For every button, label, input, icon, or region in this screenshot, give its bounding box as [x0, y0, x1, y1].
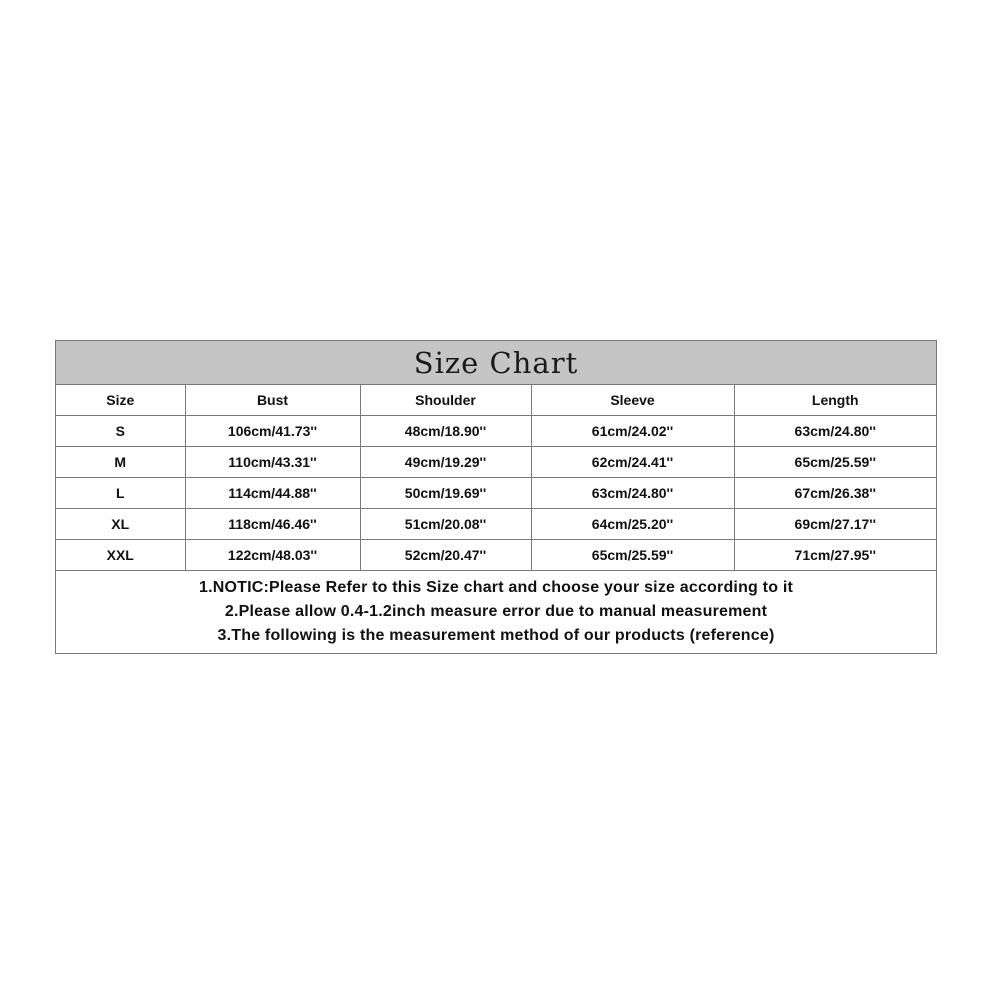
- shoulder-cell: 49cm/19.29'': [360, 447, 531, 478]
- column-header-size: Size: [56, 385, 185, 416]
- column-header-sleeve: Sleeve: [531, 385, 734, 416]
- sleeve-cell: 63cm/24.80'': [531, 478, 734, 509]
- length-cell: 71cm/27.95'': [734, 540, 936, 571]
- size-cell: S: [56, 416, 185, 447]
- table-row: [56, 478, 936, 509]
- shoulder-cell: 52cm/20.47'': [360, 540, 531, 571]
- length-cell: 65cm/25.59'': [734, 447, 936, 478]
- note-2: 2.Please allow 0.4-1.2inch measure error due to manual measurement: [224, 603, 768, 620]
- size-cell: XL: [56, 509, 185, 540]
- sleeve-cell: 62cm/24.41'': [531, 447, 734, 478]
- table-row: [56, 509, 936, 540]
- size-table: [56, 385, 936, 570]
- table-row: [56, 416, 936, 447]
- bust-cell: 106cm/41.73'': [185, 416, 360, 447]
- chart-title: Size Chart: [56, 341, 936, 385]
- table-row: [56, 447, 936, 478]
- sleeve-cell: 65cm/25.59'': [531, 540, 734, 571]
- size-chart: [55, 340, 937, 654]
- column-header-shoulder: Shoulder: [360, 385, 531, 416]
- shoulder-cell: 51cm/20.08'': [360, 509, 531, 540]
- header-row: [56, 385, 936, 416]
- column-header-length: Length: [734, 385, 936, 416]
- table-row: [56, 540, 936, 571]
- column-header-bust: Bust: [185, 385, 360, 416]
- shoulder-cell: 50cm/19.69'': [360, 478, 531, 509]
- shoulder-cell: 48cm/18.90'': [360, 416, 531, 447]
- length-cell: 63cm/24.80'': [734, 416, 936, 447]
- bust-cell: 110cm/43.31'': [185, 447, 360, 478]
- sleeve-cell: 61cm/24.02'': [531, 416, 734, 447]
- note-3: 3.The following is the measurement method of our products (reference): [217, 627, 775, 644]
- notes-section: [56, 570, 936, 653]
- size-cell: L: [56, 478, 185, 509]
- bust-cell: 114cm/44.88'': [185, 478, 360, 509]
- note-1: 1.NOTIC:Please Refer to this Size chart and choose your size according to it: [198, 579, 793, 596]
- bust-cell: 118cm/46.46'': [185, 509, 360, 540]
- bust-cell: 122cm/48.03'': [185, 540, 360, 571]
- sleeve-cell: 64cm/25.20'': [531, 509, 734, 540]
- size-cell: M: [56, 447, 185, 478]
- size-cell: XXL: [56, 540, 185, 571]
- length-cell: 67cm/26.38'': [734, 478, 936, 509]
- length-cell: 69cm/27.17'': [734, 509, 936, 540]
